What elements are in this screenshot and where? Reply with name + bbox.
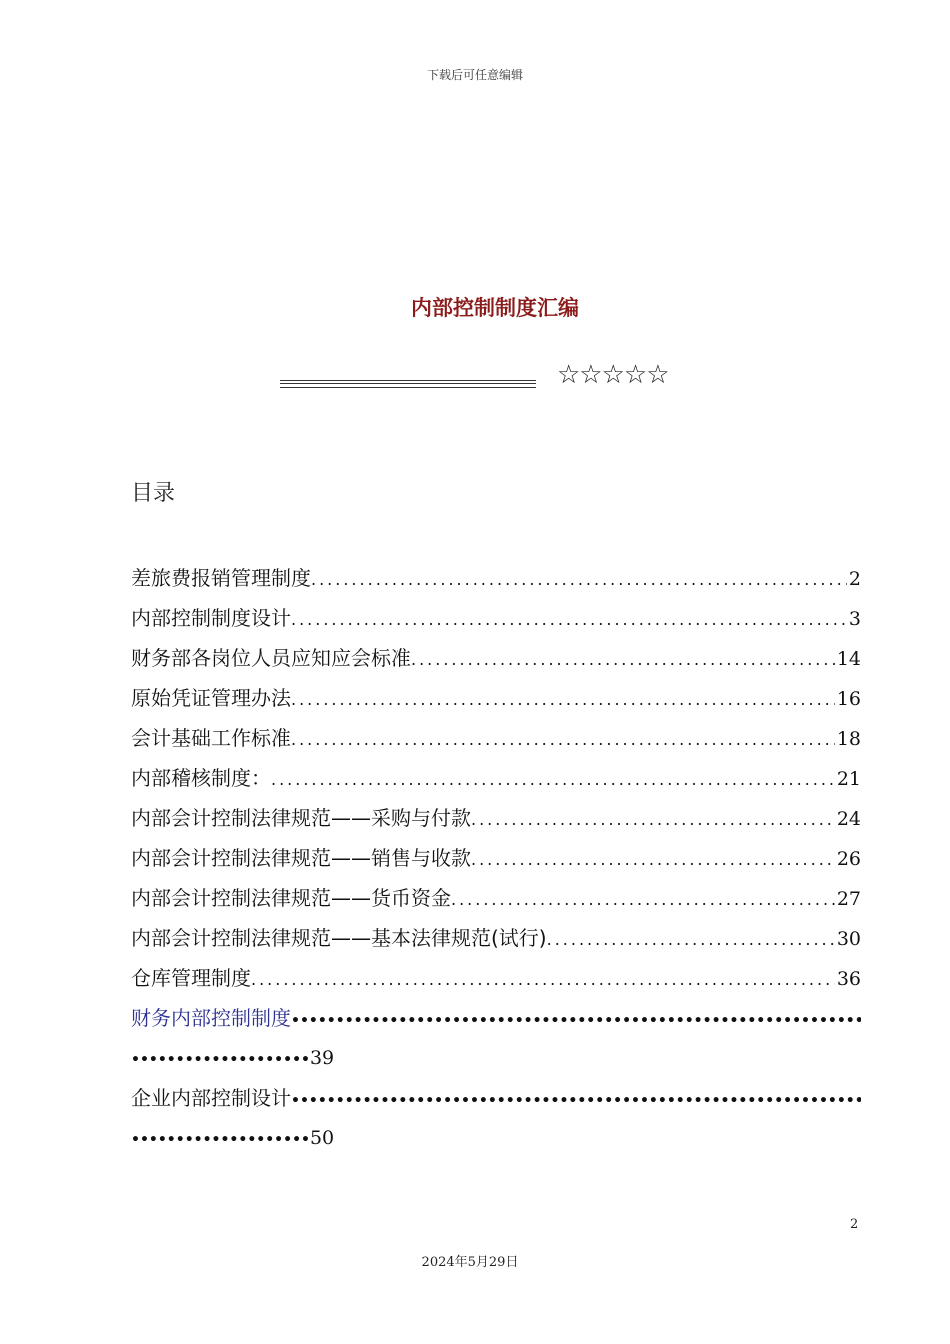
header-note: 下载后可任意编辑 — [426, 68, 523, 82]
toc-entry-title: 会计基础工作标准 — [131, 726, 291, 750]
toc-entry[interactable] — [131, 598, 861, 638]
toc-heading: 目录 — [131, 481, 176, 506]
toc-entry-title: 内部控制制度设计 — [131, 606, 291, 630]
toc-dot-leader — [291, 720, 835, 758]
toc-entry-title: 内部会计控制法律规范——销售与收款 — [131, 846, 471, 870]
toc-entry[interactable] — [131, 798, 861, 838]
toc-entry-page: 50 — [309, 1127, 335, 1149]
toc-entry[interactable] — [131, 678, 861, 718]
toc-dot-leader — [291, 1081, 861, 1118]
toc-entry-title: 仓库管理制度 — [131, 966, 251, 990]
toc-dot-leader — [271, 760, 835, 798]
toc-entry[interactable] — [131, 918, 861, 958]
toc-entry-title: 内部会计控制法律规范——货币资金 — [131, 886, 451, 910]
toc-entry-wrapped[interactable] — [131, 998, 861, 1038]
toc-dot-leader — [291, 600, 847, 638]
toc-entry-title: 财务内部控制制度 — [131, 1006, 291, 1030]
toc-dot-leader — [251, 960, 835, 998]
toc-dot-leader — [451, 880, 835, 918]
document-title: 内部控制制度汇编 — [411, 296, 579, 320]
toc-entry-title: 差旅费报销管理制度 — [131, 566, 311, 590]
toc-entry-page: 14 — [836, 648, 861, 670]
toc-entry-wrapped[interactable] — [131, 1078, 861, 1118]
toc-entry-page: 24 — [836, 808, 861, 830]
toc-entry-page: 30 — [836, 928, 861, 950]
toc-dot-leader: •••••••••••••••••••• — [131, 1052, 310, 1068]
toc-entry-page: 2 — [848, 568, 861, 590]
toc-entry-title: 财务部各岗位人员应知应会标准 — [131, 646, 411, 670]
toc-dot-leader — [291, 1001, 861, 1038]
toc-entry[interactable] — [131, 718, 861, 758]
toc-entry-title: 内部会计控制法律规范——基本法律规范(试行) — [131, 926, 547, 950]
toc-dot-leader — [547, 920, 835, 958]
toc-dot-leader — [471, 800, 835, 838]
toc-entry-page: 36 — [836, 968, 861, 990]
toc-entry[interactable] — [131, 838, 861, 878]
toc-dot-leader — [411, 640, 835, 678]
toc-entry-page: 18 — [836, 728, 861, 750]
toc-entry-continuation[interactable] — [131, 1118, 861, 1158]
toc-dot-leader — [311, 560, 847, 598]
toc-entry-title: 企业内部控制设计 — [131, 1086, 291, 1110]
toc-entry[interactable] — [131, 958, 861, 998]
toc-entry-title: 内部会计控制法律规范——采购与付款 — [131, 806, 471, 830]
toc-dot-leader — [471, 840, 835, 878]
toc-entry-page: 39 — [309, 1047, 335, 1069]
toc-entry-page: 27 — [836, 888, 861, 910]
toc-entry[interactable] — [131, 878, 861, 918]
star-rating-decoration: ☆☆☆☆☆ — [557, 360, 669, 390]
toc-dot-leader — [291, 680, 835, 718]
toc-entry-page: 3 — [848, 608, 861, 630]
table-of-contents — [131, 558, 861, 1158]
toc-entry-title: 内部稽核制度： — [131, 766, 271, 790]
toc-entry-title: 原始凭证管理办法 — [131, 686, 291, 710]
toc-entry-page: 26 — [836, 848, 861, 870]
toc-entry[interactable] — [131, 758, 861, 798]
toc-entry[interactable] — [131, 638, 861, 678]
toc-entry[interactable] — [131, 558, 861, 598]
page-number: 2 — [850, 1217, 859, 1232]
footer-date: 2024年5月29日 — [421, 1255, 519, 1270]
toc-dot-leader: •••••••••••••••••••• — [131, 1132, 310, 1148]
toc-entry-page: 16 — [836, 688, 861, 710]
decorative-rule — [280, 380, 536, 388]
toc-entry-continuation[interactable] — [131, 1038, 861, 1078]
toc-entry-page: 21 — [836, 768, 861, 790]
